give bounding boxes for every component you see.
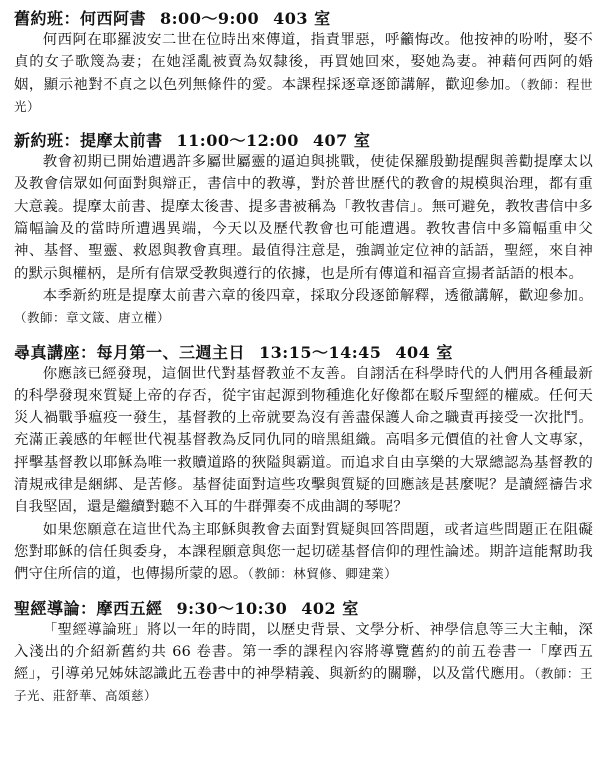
course-title: 舊約班：何西阿書 xyxy=(14,9,147,28)
course-room: 402 室 xyxy=(301,598,359,618)
teacher-names: （教師：程世光） xyxy=(14,76,593,114)
course-description: 教會初期已開始遭遇許多屬世屬靈的逼迫與挑戰，使徒保羅殷勤提醒與善勸提摩太以及教會信眾如何面對與辯正，書信中的教導，對於普世歷代的教會的規模與治理，都有重大意義。提摩太前書、提摩太後書、提多書被稱為「教牧書信」。無可避免，教牧書信中多篇幅論及的當時所遭遇異端，今天以及歷代教會也可能遭遇。教牧書信中多篇幅重申父神、基督、聖靈、救恩與教會真理。最值得注意是，強調並定位神的話語，聖經，來自神的默示與權柄，是所有信眾受教與遵行的依據，也是所有傳道和福音宣揚者話語的根本。 xyxy=(14,154,593,282)
course-section-pentateuch xyxy=(14,598,593,708)
course-room: 407 室 xyxy=(312,131,371,151)
course-section-hosea xyxy=(14,8,593,118)
course-section-1-timothy xyxy=(14,130,593,329)
course-description: 本季新約班是提摩太前書六章的後四章，採取分段逐節解釋，透徹講解，歡迎參加。（教師：章文箴、唐立權） xyxy=(14,287,593,326)
course-room: 404 室 xyxy=(395,342,453,362)
course-description: 何西阿在耶羅波安二世在位時出來傳道，指責罪惡，呼籲悔改。他按神的吩咐，娶不貞的女子歌篾為妻；在她淫亂被賣為奴隸後，再買她回來，娶她為妻。神藉何西阿的婚姻，顯示祂對不貞之以色列無條件的愛。本課程採逐章逐節講解，歡迎參加。（教師：程世光） xyxy=(14,32,593,114)
course-time: 9:30～10:30 xyxy=(176,598,288,618)
course-time: 8:00～9:00 xyxy=(160,9,260,28)
teacher-names: （教師：林貿修、卿建業） xyxy=(247,566,398,582)
course-description: 如果您願意在這世代為主耶穌與教會去面對質疑與回答問題，或者這些問題正在阻礙您對耶穌的信任與委身，本課程願意與您一起切磋基督信仰的理性論述。期許這能幫助我們守住所信的道，也傳揚所蒙的恩。（教師：林貿修、卿建業） xyxy=(14,521,593,583)
course-title: 聖經導論：摩西五經 xyxy=(14,598,163,618)
course-heading xyxy=(14,342,593,363)
course-description: 「聖經導論班」將以一年的時間，以歷史背景、文學分析、神學信息等三大主軸，深入淺出的介紹新舊約共 66 卷書。第一季的課程內容將導覽舊約的前五卷書一「摩西五經」，引導弟兄姊妹認識此五卷書中的神學精義、與新約的關聯，以及當代應用。（教師：王子光、莊舒華、高頌慈） xyxy=(14,621,593,704)
course-heading xyxy=(14,598,593,619)
teacher-names: （教師：章文箴、唐立權） xyxy=(14,310,171,326)
course-heading xyxy=(14,8,593,29)
teacher-names: （教師：王子光、莊舒華、高頌慈） xyxy=(14,666,593,704)
course-title: 尋真講座：每月第一、三週主日 xyxy=(14,342,246,362)
course-description: 你應該已經發現，這個世代對基督教並不友善。自詡活在科學時代的人們用各種最新的科學發現來質疑上帝的存否，從宇宙起源到物種進化好像都在駁斥聖經的權威。任何天災人禍戰爭瘟疫一發生，基督教的上帝就要為沒有善盡保護人命之職責再接受一次批鬥。充滿正義感的年輕世代視基督教為反同仇同的暗黑組織。高唱多元價值的社會人文專家，抨擊基督教以耶穌為唯一救贖道路的狹隘與霸道。而追求自由享樂的大眾總認為基督教的清規戒律是綑綁、是苦修。基督徒面對這些攻擊與質疑的回應該是甚麼呢？是讀經禱告求自我堅固，還是繼續對聽不入耳的牛群彈奏不成曲調的琴呢？ xyxy=(14,365,593,516)
course-time: 11:00～12:00 xyxy=(176,131,299,151)
course-heading xyxy=(14,130,593,151)
course-title: 新約班：提摩太前書 xyxy=(14,131,163,151)
course-room: 403 室 xyxy=(273,9,331,28)
course-time: 13:15～14:45 xyxy=(259,342,382,362)
course-section-apologetics xyxy=(14,342,593,586)
